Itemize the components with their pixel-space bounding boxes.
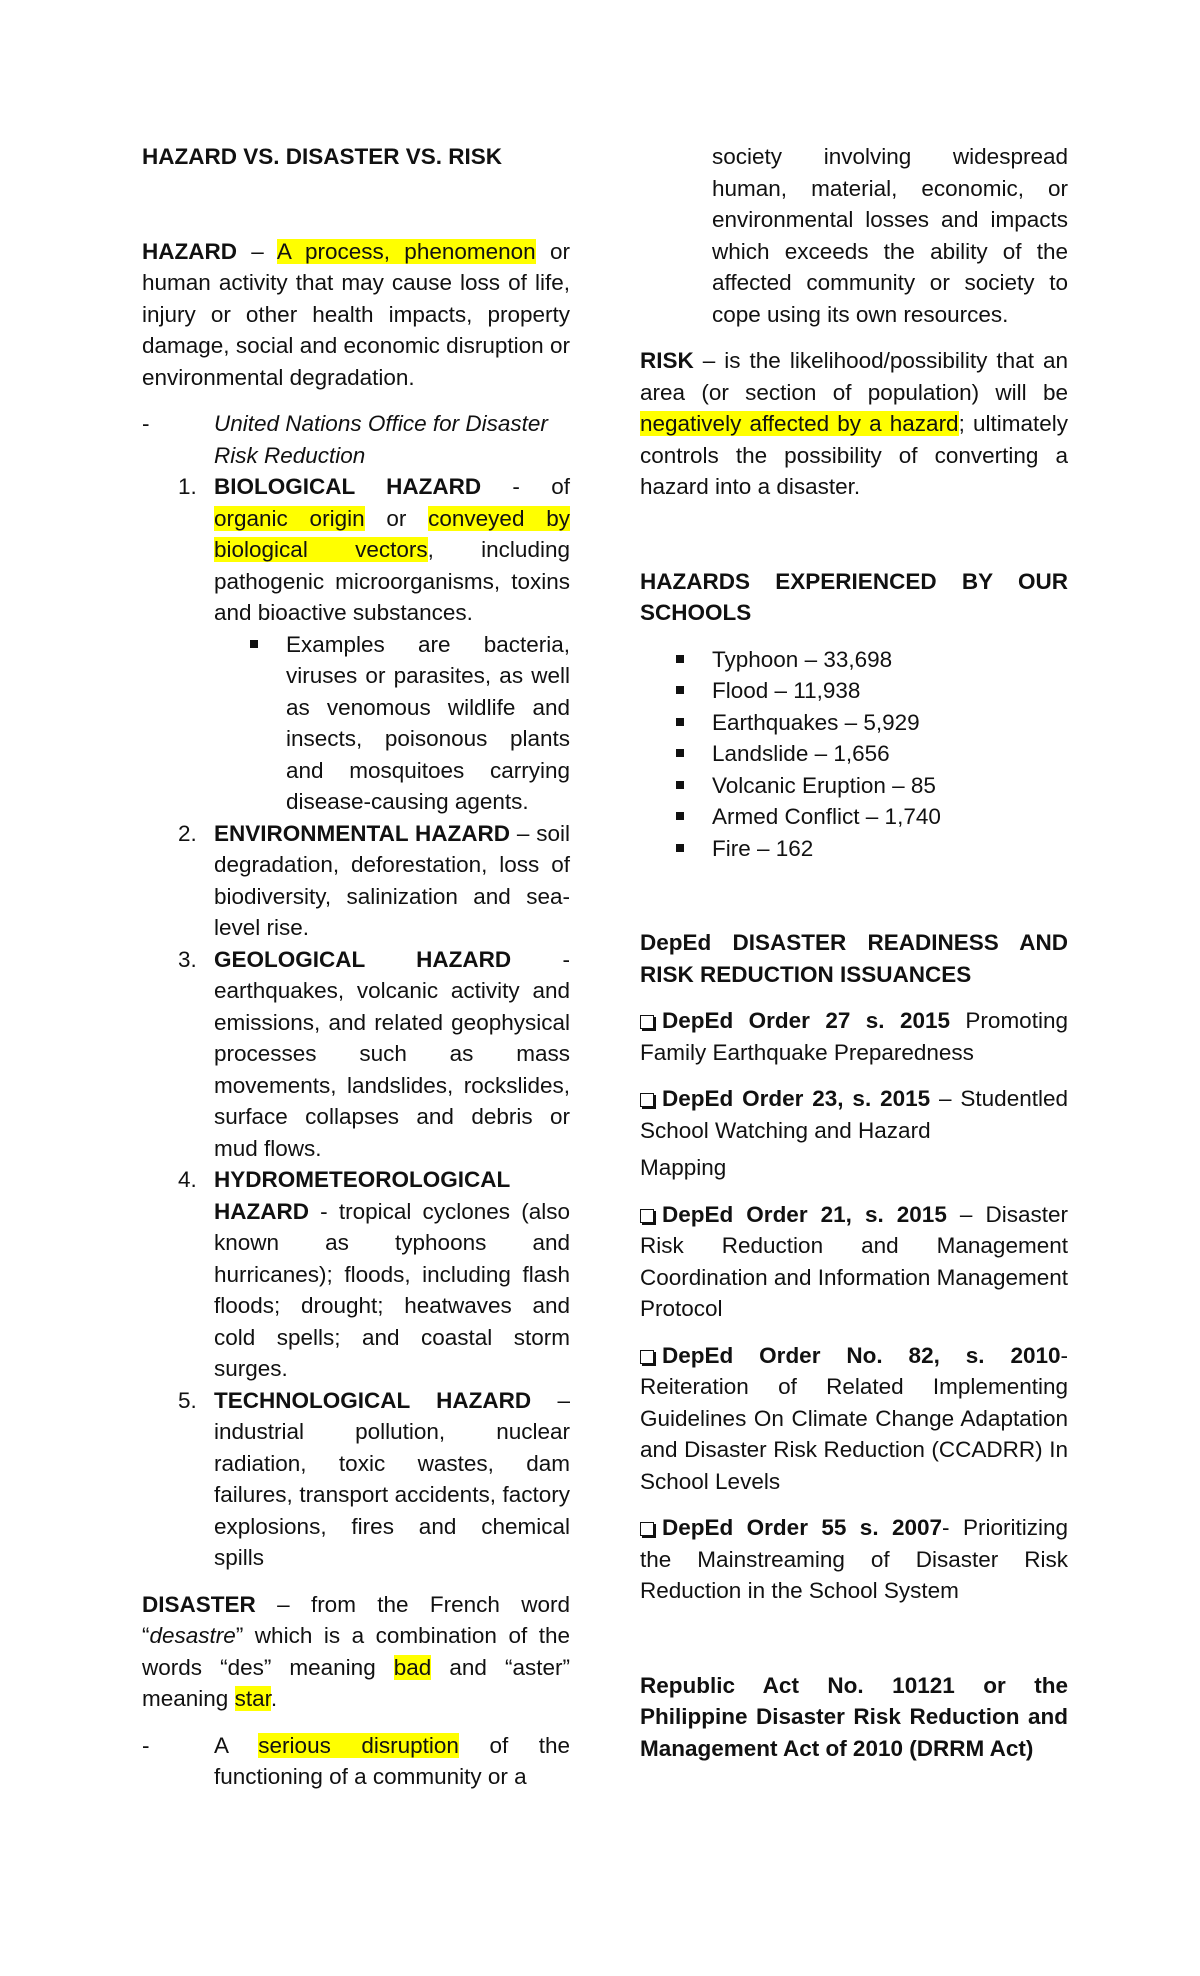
- list-number: 2.: [178, 820, 197, 846]
- example-bullet: [142, 629, 570, 818]
- list-term: GEOLOGICAL HAZARD: [214, 946, 512, 972]
- order-text: -Reiteration of Related Implementing Guidelines On Climate Change Adaptation and Disaster Risk Reduction (CCADRR) In School Levels: [640, 1342, 1068, 1494]
- list-number: 3.: [178, 946, 197, 972]
- hazards-heading: HAZARDS EXPERIENCED BY OUR SCHOOLS: [640, 568, 1068, 625]
- order-item: [640, 1340, 1068, 1498]
- text: – from the French word “: [142, 1591, 570, 1648]
- left-column: [142, 141, 570, 1793]
- highlight: bad: [393, 1654, 432, 1680]
- order-text: – Disaster Risk Reduction and Management Coordination and Information Management Protocol: [640, 1201, 1068, 1321]
- text: – is the likelihood/possibility that an area (or section of population) will be: [640, 348, 1068, 405]
- square-bullet-icon: [676, 749, 684, 757]
- order-item: [640, 1199, 1068, 1325]
- page-title: HAZARD VS. DISASTER VS. RISK: [142, 144, 503, 169]
- list-text: – industrial pollution, nuclear radiation, toxic wastes, dam failures, transport accidents, factory explosions, fires and chemical spills: [214, 1387, 570, 1570]
- list-item: [640, 675, 1068, 707]
- order-continuation: Mapping: [640, 1155, 727, 1180]
- text: .: [270, 1686, 278, 1711]
- text: ; ultimately controls the possibility of converting a hazard into a disaster.: [640, 411, 1068, 499]
- hazard-list: [142, 818, 570, 1574]
- list-item: [142, 818, 570, 944]
- list-text: Armed Conflict – 1,740: [712, 804, 941, 829]
- disaster-def-item: [142, 1730, 570, 1793]
- italic-word: desastre: [149, 1623, 236, 1648]
- square-bullet-icon: [676, 718, 684, 726]
- order-item: [640, 1083, 1068, 1146]
- checkbox-icon: [640, 1015, 654, 1029]
- order-number: DepEd Order 55 s. 2007: [662, 1515, 943, 1540]
- right-column: [640, 141, 1068, 1764]
- square-bullet-icon: [676, 781, 684, 789]
- list-text: Earthquakes – 5,929: [712, 709, 920, 735]
- order-number: DepEd Order 21, s. 2015: [662, 1201, 947, 1227]
- highlight: A process, phenomenon: [276, 238, 536, 264]
- checkbox-icon: [640, 1522, 654, 1536]
- list-term: HYDROMETEOROLOGICAL HAZARD: [214, 1167, 511, 1224]
- hazard-term: HAZARD: [142, 238, 237, 264]
- order-number: DepEd Order No. 82, s. 2010: [662, 1342, 1061, 1368]
- highlight: serious disruption: [258, 1732, 459, 1758]
- list-item-biological: [142, 471, 570, 629]
- square-bullet-icon: [676, 686, 684, 694]
- list-text: - tropical cyclones (also known as typhoons and hurricanes); floods, including flash floods; drought; heatwaves and cold spells; and coastal storm surges.: [214, 1198, 570, 1381]
- list-item: [142, 1385, 570, 1574]
- square-bullet-icon: [676, 844, 684, 852]
- hazard-text: or human activity that may cause loss of life, injury or other health impacts, property damage, social and economic disruption or environmental degradation.: [142, 238, 570, 390]
- biological-term: BIOLOGICAL HAZARD: [214, 474, 482, 499]
- list-number: 1.: [178, 474, 197, 499]
- text: or: [364, 505, 429, 531]
- list-number: 4.: [178, 1167, 197, 1192]
- highlight: star: [234, 1686, 271, 1711]
- dash-marker: -: [142, 1732, 150, 1758]
- text: A: [214, 1732, 259, 1758]
- list-text: Landslide – 1,656: [712, 741, 890, 766]
- hazards-list: [640, 644, 1068, 865]
- disaster-continuation: society involving widespread human, material, economic, or environmental losses and impacts which exceeds the ability of the affected community or society to cope using its own resources.: [712, 144, 1068, 327]
- list-text: Volcanic Eruption – 85: [712, 772, 936, 798]
- dash-marker: -: [142, 411, 150, 436]
- disaster-definition: [142, 1589, 570, 1715]
- text: and “aster” meaning: [142, 1654, 570, 1711]
- order-text: – Studentled School Watching and Hazard: [640, 1086, 1068, 1143]
- republic-act-heading: Republic Act No. 10121 or the Philippine Disaster Risk Reduction and Management Act of 2010 (DRRM Act): [640, 1672, 1068, 1761]
- issuances-heading: DepEd DISASTER READINESS AND RISK REDUCTION ISSUANCES: [640, 930, 1068, 987]
- risk-definition: [640, 345, 1068, 503]
- disaster-term: DISASTER: [142, 1591, 256, 1617]
- order-number: DepEd Order 27 s. 2015: [662, 1008, 951, 1033]
- list-text: Flood – 11,938: [712, 678, 861, 703]
- risk-term: RISK: [640, 348, 694, 373]
- list-text: – soil degradation, deforestation, loss of biodiversity, salinization and sea-level rise.: [214, 820, 570, 940]
- checkbox-icon: [640, 1093, 654, 1107]
- list-item: [142, 944, 570, 1165]
- source-text: United Nations Office for Disaster Risk Reduction: [214, 411, 548, 468]
- list-term: ENVIRONMENTAL HAZARD: [214, 820, 511, 846]
- list-item: [640, 738, 1068, 770]
- source-item: [142, 408, 570, 471]
- order-item: [640, 1005, 1068, 1068]
- highlight: negatively affected by a hazard: [640, 411, 959, 436]
- list-text: Typhoon – 33,698: [712, 646, 893, 672]
- list-number: 5.: [178, 1387, 197, 1413]
- order-text: - Prioritizing the Mainstreaming of Disaster Risk Reduction in the School System: [640, 1515, 1068, 1603]
- text: ” which is a combination of the words “des” meaning: [142, 1623, 570, 1680]
- square-bullet-icon: [676, 655, 684, 663]
- highlight: organic origin: [214, 505, 365, 531]
- square-bullet-icon: [676, 812, 684, 820]
- highlight: conveyed by biological vectors: [214, 505, 570, 562]
- list-item: [640, 644, 1068, 676]
- order-item: [640, 1512, 1068, 1607]
- list-item: [640, 801, 1068, 833]
- list-text: - earthquakes, volcanic activity and emissions, and related geophysical processes such as mass movements, landslides, rockslides, surface collapses and debris or mud flows.: [214, 946, 570, 1161]
- list-text: Fire – 162: [712, 835, 814, 861]
- list-item: [640, 707, 1068, 739]
- list-item: [640, 770, 1068, 802]
- list-item: [142, 1164, 570, 1385]
- text: , including pathogenic microorganisms, toxins and bioactive substances.: [214, 537, 570, 625]
- order-number: DepEd Order 23, s. 2015: [662, 1086, 931, 1111]
- checkbox-icon: [640, 1209, 654, 1223]
- example-text: Examples are bacteria, viruses or parasites, as well as venomous wildlife and insects, poisonous plants and mosquitoes carrying disease-causing agents.: [286, 631, 570, 814]
- order-text: Promoting Family Earthquake Preparedness: [640, 1008, 1068, 1065]
- text: of the functioning of a community or a: [214, 1732, 571, 1789]
- text: - of: [481, 474, 570, 499]
- list-item: [640, 833, 1068, 865]
- list-term: TECHNOLOGICAL HAZARD: [214, 1387, 532, 1413]
- hazard-definition: [142, 236, 570, 394]
- separator: –: [237, 238, 277, 264]
- square-bullet-icon: [250, 640, 258, 648]
- checkbox-icon: [640, 1350, 654, 1364]
